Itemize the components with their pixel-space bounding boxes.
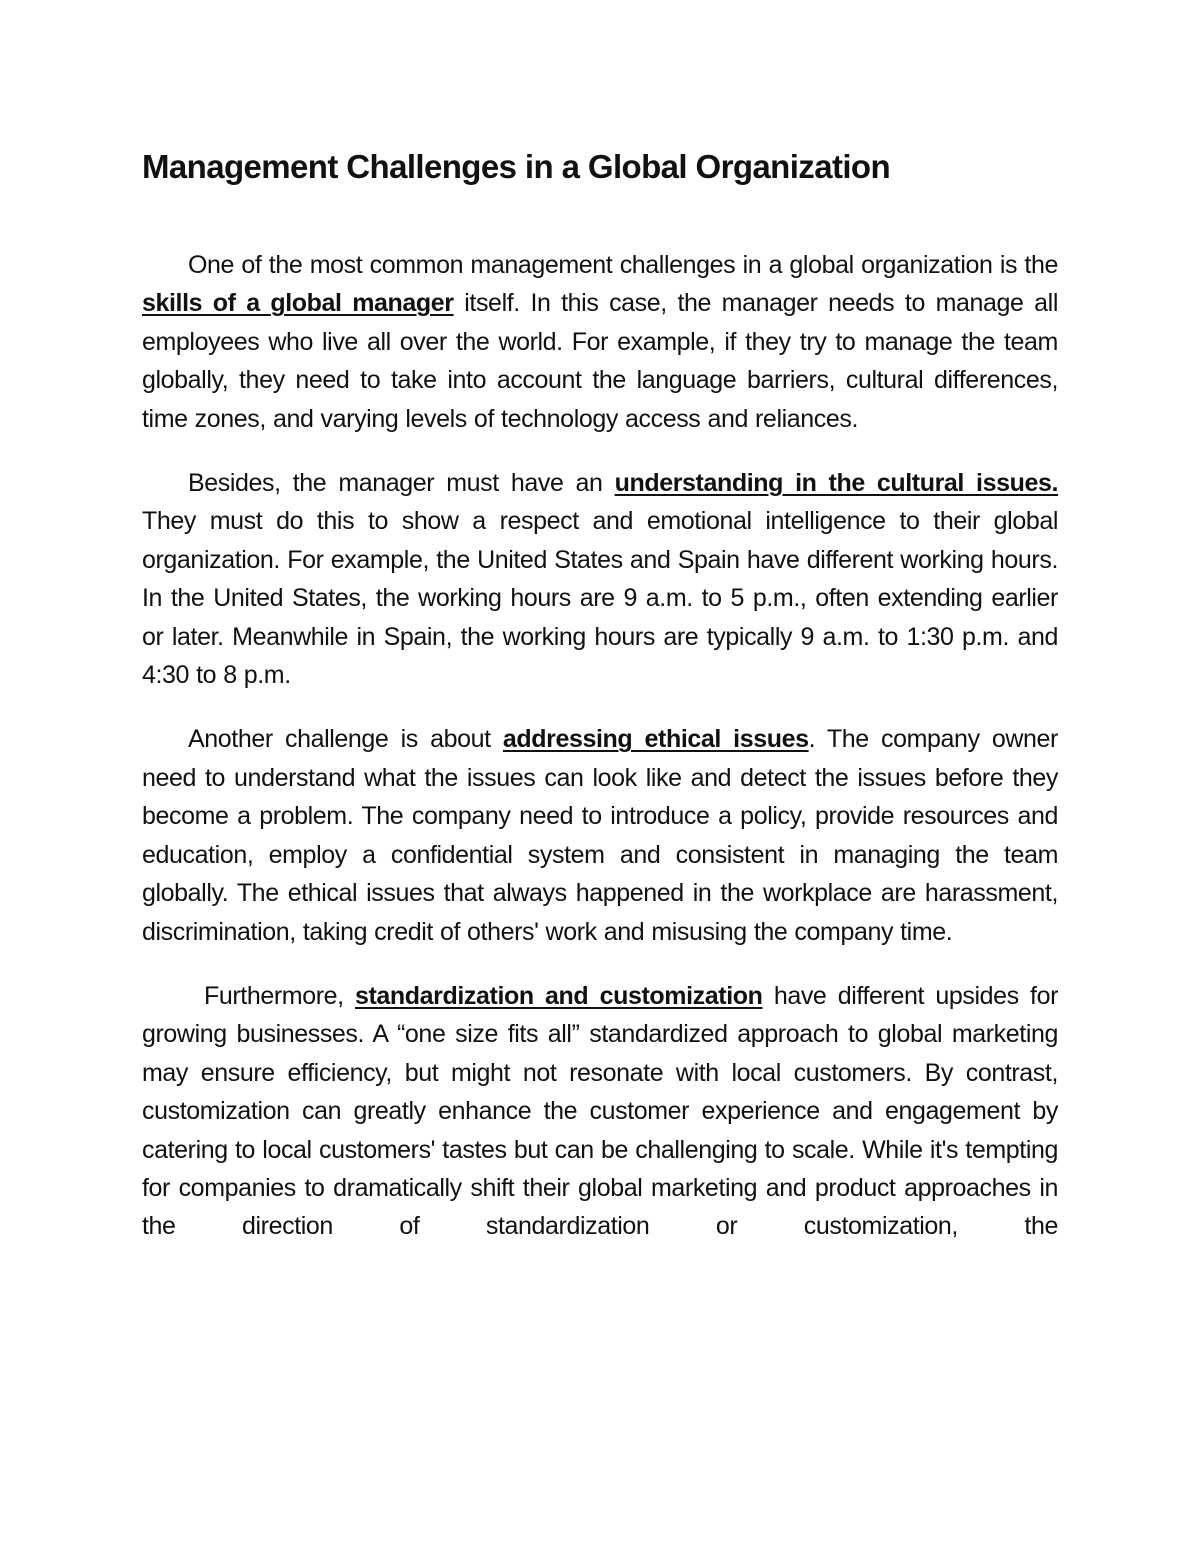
paragraph-standardization-customization bbox=[142, 977, 1058, 1246]
paragraph-text: Furthermore, bbox=[204, 981, 355, 1010]
emphasis-skills-of-a-global-manager: skills of a global manager bbox=[142, 289, 454, 318]
paragraph-text: . The company owner need to understand what the issues can look like and detect the issues before they become a problem. The company need to introduce a policy, provide resources and education, employ a confidential system and consistent in managing the team globally. The ethical issues that always happened in the workplace are harassment, discrimination, taking credit of others' work and misusing the company time. bbox=[142, 725, 1058, 946]
emphasis-standardization-and-customization: standardization and customization bbox=[355, 981, 763, 1010]
paragraph-text: Another challenge is about bbox=[188, 725, 503, 754]
paragraph-ethical-issues bbox=[142, 720, 1058, 950]
document-page bbox=[142, 140, 1058, 1246]
paragraph-text: One of the most common management challenges in a global organization is the bbox=[188, 251, 1058, 279]
emphasis-understanding-cultural-issues: understanding in the cultural issues. bbox=[614, 469, 1059, 498]
emphasis-addressing-ethical-issues: addressing ethical issues bbox=[502, 725, 809, 754]
paragraph-text: Besides, the manager must have an bbox=[188, 469, 615, 498]
paragraph-text: have different upsides for growing businesses. A “one size fits all” standardized approach to global marketing may ensure efficiency, but might not resonate with local customers. By contrast, customization can greatly enhance the customer experience and engagement by catering to local customers' tastes but can be challenging to scale. While it's tempting for companies to dramatically shift their global marketing and product approaches in the direction of standardization or customization, the bbox=[142, 981, 1058, 1241]
paragraph-global-manager-skills bbox=[142, 246, 1058, 438]
paragraph-text: itself. In this case, the manager needs to manage all employees who live all over the world. For example, if they try to manage the team globally, they need to take into account the language barriers, cultural differences, time zones, and varying levels of technology access and reliances. bbox=[142, 289, 1058, 433]
document-title: Management Challenges in a Global Organization bbox=[142, 148, 891, 185]
paragraph-text: They must do this to show a respect and emotional intelligence to their global organization. For example, the United States and Spain have different working hours. In the United States, the working hours are 9 a.m. to 5 p.m., often extending earlier or later. Meanwhile in Spain, the working hours are typically 9 a.m. to 1:30 p.m. and 4:30 to 8 p.m. bbox=[142, 507, 1058, 690]
paragraph-cultural-issues bbox=[142, 464, 1058, 694]
